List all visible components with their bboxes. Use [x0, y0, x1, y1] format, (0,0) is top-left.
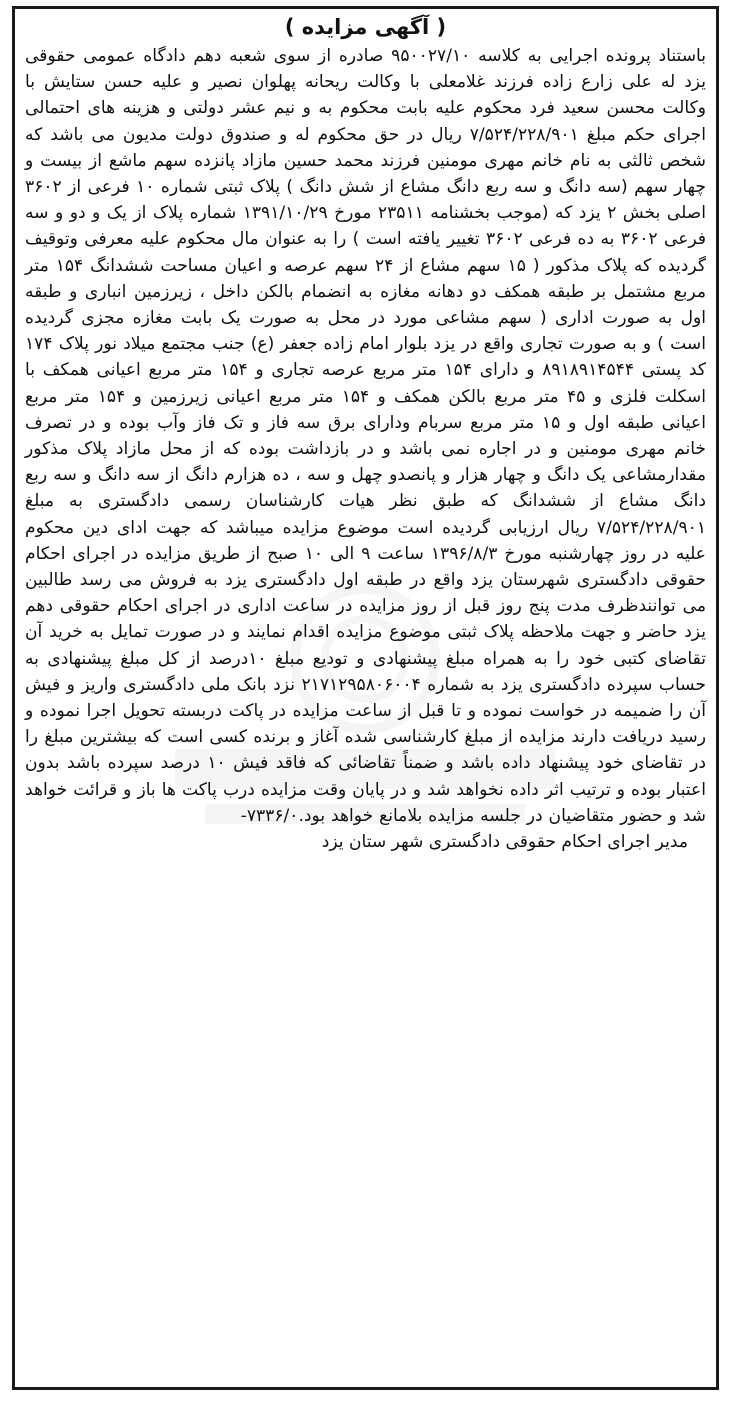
notice-body: باستناد پرونده اجرایی به کلاسه ۹۵۰۰۲۷/۱۰ صادره از سوی شعبه دهم دادگاه عمومی حقوقی یزد له علی زارع زاده فرزند غلامعلی با وکالت ریحانه پهلوان نصیر و علیه حسن ستایش با وکالت محسن سعید فرد محکوم علیه بابت محکوم به و نیم عشر دولتی و هزینه های احتمالی اجرای حکم مبلغ ۷/۵۲۴/۲۲۸/۹۰۱ ریال در حق محکوم له و صندوق دولت مدیون می باشد که شخص ثالثی به نام خانم مهری مومنین فرزند محمد حسین مازاد پانزده سهم ماشع از بیست و چهار سهم (سه دانگ و سه ربع دانگ مشاع از شش دانگ ) پلاک ثبتی شماره ۱۰ فرعی از ۳۶۰۲ اصلی بخش ۲ یزد که (موجب بخشنامه ۲۳۵۱۱ مورخ ۱۳۹۱/۱۰/۲۹ شماره پلاک از یک و دو و سه فرعی ۳۶۰۲ به ده فرعی ۳۶۰۲ تغییر یافته است ) را به عنوان مال محکوم علیه معرفی وتوقیف گردیده که پلاک مذکور ( ۱۵ سهم مشاع از ۲۴ سهم عرصه و اعیان مساحت ششدانگ ۱۵۴ متر مربع مشتمل بر طبقه همکف دو دهانه مغازه به انضمام بالکن داخل ، زیرزمین انباری و طبقه اول به صورت اداری ( سهم مشاعی مورد در محل به صورت یک بابت مغازه مجزی گردیده است ) و به صورت تجاری واقع در یزد بلوار امام زاده جعفر (ع) جنب مجتمع میلاد نور پلاک ۱۷۴ کد پستی ۸۹۱۸۹۱۴۵۴۴ و دارای ۱۵۴ متر مربع عرصه تجاری و ۱۵۴ متر مربع اعیانی همکف با اسکلت فلزی و ۴۵ متر مربع بالکن همکف و ۱۵۴ متر مربع اعیانی زیرزمین و ۱۵۴ متر مربع اعیانی طبقه اول و ۱۵ متر مربع سربام ودارای برق سه فاز و تک فاز وآب بوده و در تصرف خانم مهری مومنین و در اجاره نمی باشد و در بازداشت بوده که از محل مازاد پلاک مذکور مقدارمشاعی یک دانگ و چهار هزار و پانصدو چهل و سه ، ده هزارم دانگ از سه دانگ و سه ربع دانگ مشاع از ششدانگ که طبق نظر هیات کارشناسان رسمی دادگستری به مبلغ ۷/۵۲۴/۲۲۸/۹۰۱ ریال ارزیابی گردیده است موضوع مزایده میباشد که جهت ادای دین محکوم علیه در روز چهارشنبه مورخ ۱۳۹۶/۸/۳ ساعت ۹ الی ۱۰ صبح از طریق مزایده در اجرای احکام حقوقی دادگستری شهرستان یزد واقع در طبقه اول دادگستری یزد به فروش می رسد طالبین می توانندظرف مدت پنج روز قبل از روز مزایده در ساعت اداری در اجرای احکام حقوقی دهم یزد حاضر و جهت ملاحظه پلاک ثبتی موضوع مزایده اقدام نمایند و در صورت تمایل به خرید آن تقاضای کتبی خود را به همراه مبلغ پیشنهادی و تودیع مبلغ ۱۰درصد از کل مبلغ پیشنهادی به حساب سپرده دادگستری یزد به شماره ۲۱۷۱۲۹۵۸۰۶۰۰۴ نزد بانک ملی دادگستری واریز و فیش آن را ضمیمه در خواست نموده و تا قبل از ساعت مزایده در پاکت دربسته تحویل اجرا نموده و رسید دریافت دارند مزایده از مبلغ کارشناسی شده آغاز و برنده کسی است که بیشترین مبلغ را در تقاضای خود پیشنهاد داده باشد و ضمناً تقاضائی که فاقد فیش ۱۰ درصد سپرده باشد بدون اعتبار بوده و ترتیب اثر داده نخواهد شد و در پایان وقت مزایده درب پاکت ها باز و قرائت خواهد شد و حضور متقاضیان در جلسه مزایده بلامانع خواهد بود.۷۳۳۶/۰- [25, 46, 707, 826]
notice-title: ( آگهی مزایده ) [284, 15, 447, 39]
notice-signature: مدیر اجرای احکام حقوقی دادگستری شهر ستان یزد [321, 832, 688, 853]
notice-frame [12, 6, 719, 1390]
notice-content [15, 9, 716, 855]
